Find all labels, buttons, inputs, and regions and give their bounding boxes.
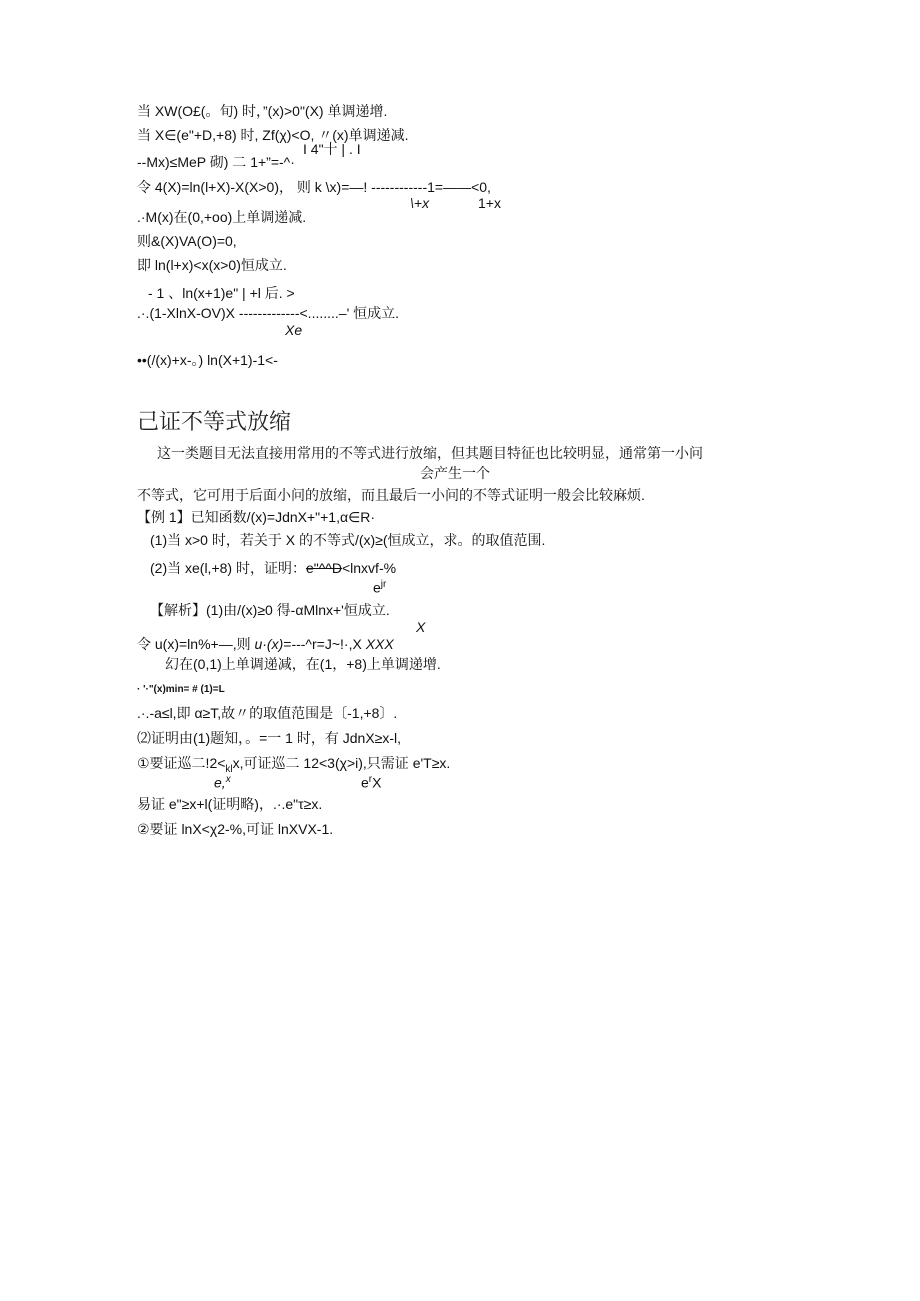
denominator-exponent: r bbox=[368, 774, 373, 785]
analysis-line: · '·"(x)min= # (1)=L bbox=[137, 684, 225, 695]
text-line: --Mx)≤MeP 砌) 二 1+”=-^· bbox=[137, 154, 295, 170]
question-2-text: (2)当 xe(l,+8) 时，证明： bbox=[150, 560, 306, 576]
text-line: 则&(X)VA(O)=0, bbox=[137, 233, 237, 249]
struck-expression: e"^^D bbox=[305, 560, 342, 576]
analysis-expression: =---^r=J~!·,X bbox=[283, 636, 366, 652]
text-line: - 1 、ln(x+1)e" | +l 后. > bbox=[148, 285, 295, 301]
analysis-line: 易证 e"≥x+l(证明略)，.·.e"τ≥x. bbox=[137, 796, 323, 812]
denominator-exponent: jr bbox=[380, 579, 387, 590]
text-line: ••(/(x)+x-。) ln(X+1)-1<- bbox=[137, 352, 278, 368]
analysis-line: 【解析】(1)由/(x)≥0 得-αMlnx+'恒成立. bbox=[150, 602, 390, 618]
text-line: 令 4(X)=ln(l+X)-X(X>0)， 则 k \x)=—! ------------1=——<0, bbox=[137, 179, 491, 195]
derivative-symbol: u·(x) bbox=[254, 636, 284, 652]
text-line: .·M(x)在(0,+oo)上单调递减. bbox=[137, 209, 307, 225]
proof-step-expression: x,可证巡二 12<3(χ>i),只需证 e'T≥x. bbox=[232, 755, 451, 771]
question-2-inequality: <lnxvf-% bbox=[341, 560, 397, 576]
analysis-line: ②要证 lnX<χ2-%,可证 lnXVX-1. bbox=[137, 821, 334, 837]
fraction-numerator: X bbox=[416, 619, 426, 635]
example-title: 【例 1】已知函数/(x)=JdnX+"+1,α∈R· bbox=[137, 509, 376, 525]
text-line: 当 X∈(e"+D,+8) 时, Zf(χ)<O, 〃(x)单调递减. bbox=[137, 127, 409, 143]
analysis-variables: XXX bbox=[365, 636, 394, 652]
text-line: 即 ln(l+x)<x(x>0)恒成立. bbox=[137, 257, 287, 273]
paragraph-line: 这一类题目无法直接用常用的不等式进行放缩，但其题目特征也比较明显，通常第一小问 bbox=[157, 445, 703, 461]
fraction-denominator bbox=[373, 580, 386, 595]
fraction-denominator bbox=[361, 775, 381, 790]
analysis-line: 幻在(0,1)上单调递减，在(1，+8)上单调递增. bbox=[165, 656, 441, 672]
proof-step-text: ①要证巡二!2< bbox=[137, 755, 226, 771]
paragraph-line: 不等式，它可用于后面小问的放缩，而且最后一小问的不等式证明一般会比较麻烦. bbox=[137, 487, 645, 503]
fraction-denominator: \+x bbox=[410, 195, 430, 211]
text-line: I 4"十 | . I bbox=[303, 141, 361, 157]
analysis-line: .·.-a≤l,即 α≥T,故〃的取值范围是〔-1,+8〕. bbox=[137, 705, 398, 721]
fraction-denominator: Xe bbox=[285, 322, 303, 338]
text-line: .·.(1-XlnX-OV)X -------------<........–' 恒成立. bbox=[137, 305, 400, 321]
analysis-line: ⑵证明由(1)题知，。=一 1 时，有 JdnX≥x-l, bbox=[137, 730, 401, 746]
denominator-base: e bbox=[361, 774, 369, 791]
fraction-denominator bbox=[214, 775, 231, 790]
analysis-line bbox=[137, 637, 394, 651]
analysis-line bbox=[137, 756, 450, 775]
denominator-base: e bbox=[373, 579, 381, 596]
fraction-denominator: 1+x bbox=[478, 195, 501, 211]
analysis-text: 令 u(x)=ln%+—,则 bbox=[137, 636, 255, 652]
question-1: (1)当 x>0 时，若关于 X 的不等式/(x)≥(恒成立，求。的取值范围. bbox=[150, 532, 546, 548]
denominator-base: e, bbox=[214, 774, 226, 791]
paragraph-line: 会产生一个 bbox=[420, 465, 490, 481]
proof-step-subscript: kl bbox=[225, 763, 233, 775]
denominator-exponent: x bbox=[225, 774, 231, 785]
text-line: 当 XW(O£(。旬) 时，”(x)>0"(X) 单调递增. bbox=[137, 103, 388, 119]
question-2 bbox=[150, 561, 396, 575]
denominator-variable: X bbox=[372, 774, 382, 791]
section-heading: 己证不等式放缩 bbox=[137, 410, 292, 435]
